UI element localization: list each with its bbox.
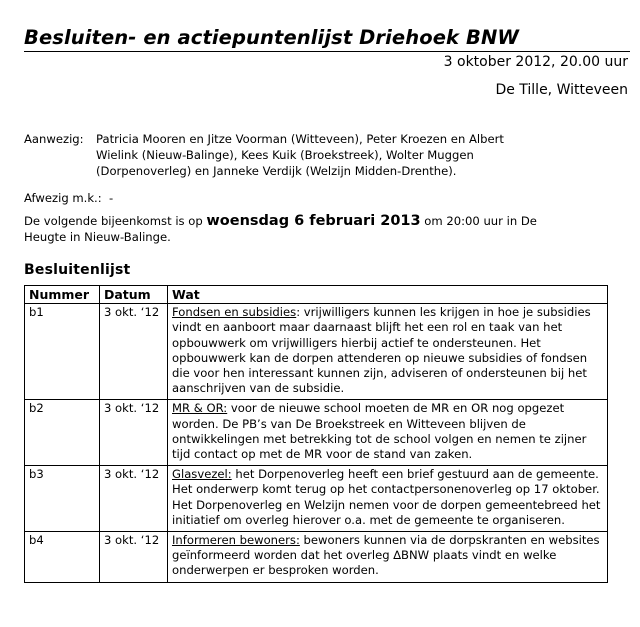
row-number: b3 — [25, 466, 100, 532]
row-topic: Fondsen en subsidies — [172, 305, 297, 320]
row-number: b2 — [25, 400, 100, 466]
meeting-location: De Tille, Witteveen — [495, 82, 628, 98]
row-date: 3 okt. ‘12 — [100, 400, 168, 466]
absent-value: - — [109, 191, 114, 205]
header-what: Wat — [168, 286, 608, 304]
meeting-date-time: 3 oktober 2012, 20.00 uur — [443, 54, 628, 70]
row-what — [168, 400, 608, 466]
decisions-table — [24, 285, 608, 583]
row-date: 3 okt. ‘12 — [100, 532, 168, 583]
row-topic: Glasvezel: — [172, 467, 232, 482]
row-date: 3 okt. ‘12 — [100, 304, 168, 400]
present-line: Patricia Mooren en Jitze Voorman (Witteveen), Peter Kroezen en Albert — [96, 132, 504, 146]
row-text: : vrijwilligers kunnen les krijgen in hoe je subsidies vindt en aanboort maar daarnaast blijft het een rol en taak van het opbouwwerk om vrijwilligers hierbij actief te ondersteunen. Het opbouwwerk kan de dorpen attenderen op nieuwe subsidies of fondsen die voor hen interessant kunnen zijn, adviseren of ondersteunen bij het aanschrijven van de subsidie. — [172, 305, 591, 396]
row-topic: MR & OR: — [172, 401, 228, 416]
row-text: voor de nieuwe school moeten de MR en OR nog opgezet worden. De PB’s van De Broekstreek en Witteveen blijven de ontwikkelingen met betrekking tot de school volgen en nemen te zijner tijd contact op met de MR voor de stand van zaken. — [172, 401, 587, 462]
row-text: bewoners kunnen via de dorpskranten en websites geïnformeerd worden dat het overleg ∆BNW plaats vindt en welke onderwerpen er besproken worden. — [172, 533, 600, 578]
table-header-row — [25, 286, 608, 304]
table-row — [25, 532, 608, 583]
next-meeting-suffix: om 20:00 uur in De — [420, 214, 537, 228]
table-row — [25, 400, 608, 466]
header-date: Datum — [100, 286, 168, 304]
row-what — [168, 532, 608, 583]
row-date: 3 okt. ‘12 — [100, 466, 168, 532]
document-title: Besluiten- en actiepuntenlijst Driehoek BNW — [24, 26, 630, 52]
row-topic: Informeren bewoners: — [172, 533, 300, 548]
header-number: Nummer — [25, 286, 100, 304]
row-text: het Dorpenoverleg heeft een brief gestuurd aan de gemeente. Het onderwerp komt terug op het contactpersonenoverleg op 17 oktober. Het Dorpenoverleg en Welzijn nemen voor de dorpen gemeentebreed het initiatief om overleg hierover o.a. met de gemeente te organiseren. — [172, 467, 601, 527]
next-meeting — [24, 213, 537, 245]
present-label: Aanwezig: — [24, 132, 84, 146]
row-what — [168, 304, 608, 400]
next-meeting-prefix: De volgende bijeenkomst is op — [24, 214, 207, 228]
table-row — [25, 304, 608, 400]
row-what — [168, 466, 608, 532]
table-row — [25, 466, 608, 532]
row-number: b4 — [25, 532, 100, 583]
present-line: (Dorpenoverleg) en Janneke Verdijk (Welzijn Midden-Drenthe). — [96, 164, 457, 178]
section-title-decisions: Besluitenlijst — [24, 262, 131, 278]
present-line: Wielink (Nieuw-Balinge), Kees Kuik (Broekstreek), Wolter Muggen — [96, 148, 474, 162]
absent-label: Afwezig m.k.: — [24, 191, 102, 205]
next-meeting-date: woensdag 6 februari 2013 — [206, 213, 421, 229]
present-list — [96, 131, 596, 179]
row-number: b1 — [25, 304, 100, 400]
next-meeting-location: Heugte in Nieuw-Balinge. — [24, 230, 171, 244]
absent-row — [24, 190, 113, 206]
